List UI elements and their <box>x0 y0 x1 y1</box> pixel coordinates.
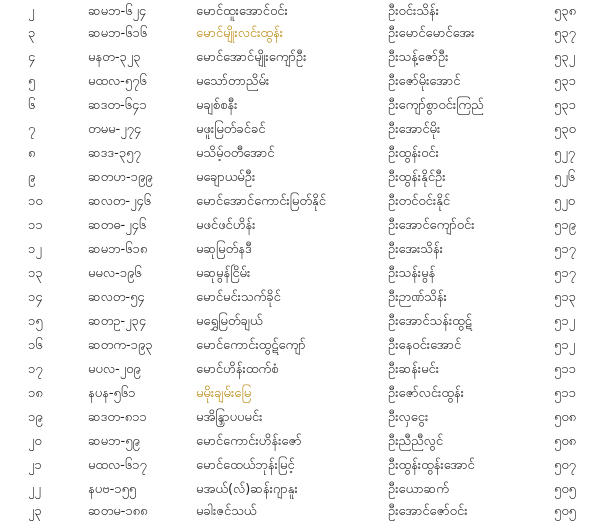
total-marks: ၅၃၁ <box>554 74 576 89</box>
registration-number: ဆတဟ-၁၉၉ <box>88 170 153 185</box>
table-row <box>0 311 615 333</box>
father-name: ဦးယောဆက် <box>388 482 449 497</box>
table-row <box>0 143 615 165</box>
row-number: ၁၆ <box>28 338 43 353</box>
table-row <box>0 47 615 69</box>
registration-number: ဆမဘ-၆၂၄ <box>88 4 147 19</box>
row-number: ၂၃ <box>28 504 42 519</box>
father-name: ဦးကျော်စွာဝင်းကြည် <box>388 98 484 113</box>
student-name: မဆုမြတ်နဒီ <box>196 242 252 257</box>
student-name: မောင်ကောင်းထွဋ်ကျော် <box>196 338 306 353</box>
total-marks: ၅၃၁ <box>554 98 576 113</box>
student-name: မချစ်စနီး <box>196 98 238 113</box>
row-number: ၂၂ <box>28 482 41 497</box>
student-name: မောင်မင်းသက်ခိုင် <box>196 290 281 305</box>
student-name: မောင်ထေယ်ဘုန်းမြင့် <box>196 458 295 473</box>
student-name: မောင်အောင်မျိုးကျော်ဦး <box>196 50 307 65</box>
table-row <box>0 383 615 405</box>
father-name: ဦးအောင်ဇော်ဝင်း <box>388 504 468 519</box>
student-name: မဆုမွန်ငြိမ်း <box>196 266 251 281</box>
student-name: မသော်တာညိမ်း <box>196 74 270 89</box>
registration-number: ဆမဘ-၆၁၈ <box>88 242 148 257</box>
student-name: မောင်ဟိန်းထက်စံ <box>196 362 279 377</box>
row-number: ၁၀ <box>28 194 43 209</box>
registration-number: ဆတဥ-၂၃၄ <box>88 314 147 329</box>
total-marks: ၅၁၂ <box>554 314 576 329</box>
registration-number: နပန-၅၆၁ <box>88 386 136 401</box>
row-number: ၁၉ <box>28 410 43 425</box>
registration-number: မပလ-၂၀၉ <box>88 362 141 377</box>
table-row <box>0 239 615 261</box>
student-name: မဖင်ဖင်ဟိန်း <box>196 218 256 233</box>
row-number: ၅ <box>28 74 36 89</box>
total-marks: ၅၀၅ <box>554 504 576 519</box>
registration-number: ဆလတ-၅၄ <box>88 290 145 305</box>
total-marks: ၅၁၃ <box>554 290 576 305</box>
father-name: ဦးဇော်မိုးအောင် <box>388 74 461 89</box>
table-row <box>0 479 615 501</box>
father-name: ဦးထွန်းထွန်းအောင် <box>388 458 475 473</box>
row-number: ၁၈ <box>28 386 43 401</box>
registration-number: မမလ-၁၉၆ <box>88 266 142 281</box>
father-name: ဦးသန်းမွန် <box>388 266 436 281</box>
table-row <box>0 167 615 189</box>
student-name: မဖူးမြတ်ခင်ခင် <box>196 122 266 137</box>
father-name: ဦးညီညီလွင် <box>388 434 444 449</box>
total-marks: ၅၀၇ <box>554 458 576 473</box>
row-number: ၂ <box>28 4 35 19</box>
student-name: မအိန္ဒြာပပမင်း <box>196 410 263 425</box>
row-number: ၁၁ <box>28 218 43 233</box>
father-name: ဦးဆန်းမင်း <box>388 362 440 377</box>
table-row <box>0 23 615 45</box>
total-marks: ၅၃၈ <box>554 4 577 19</box>
row-number: ၈ <box>28 146 36 161</box>
registration-number: မထလ-၅၇၆ <box>88 74 147 89</box>
table-row <box>0 501 615 523</box>
table-row <box>0 407 615 429</box>
table-row <box>0 191 615 213</box>
total-marks: ၅၁၁ <box>554 386 576 401</box>
row-number: ၁၄ <box>28 290 43 305</box>
student-name: မသိမ့်ဝတီအောင် <box>196 146 275 161</box>
row-number: ၁၇ <box>28 362 43 377</box>
father-name: ဦးမောင်မောင်အေး <box>388 26 475 41</box>
table-row <box>0 431 615 453</box>
row-number: ၄ <box>28 50 36 65</box>
table-row <box>0 455 615 477</box>
student-name: မောင်အောင်ကောင်းမြတ်နိုင် <box>196 194 326 209</box>
total-marks: ၅၁၇ <box>554 242 576 257</box>
registration-number: မထလ-၆၁၇ <box>88 458 147 473</box>
father-name: ဦးဉာဏ်သိန်း <box>388 290 447 305</box>
registration-number: ဆဒတ-၆၄၁ <box>88 98 147 113</box>
father-name: ဦးအေးသိန်း <box>388 242 443 257</box>
registration-number: ဆဒတ-၈၁၁ <box>88 410 147 425</box>
total-marks: ၅၃၀ <box>554 122 576 137</box>
row-number: ၁၃ <box>28 266 43 281</box>
total-marks: ၅၀၈ <box>554 434 577 449</box>
total-marks: ၅၁၉ <box>554 218 576 233</box>
row-number: ၁၅ <box>28 314 43 329</box>
total-marks: ၅၀၈ <box>554 410 577 425</box>
table-row <box>0 95 615 117</box>
registration-number: ဆတက-၁၉၃ <box>88 338 153 353</box>
row-number: ၂၁ <box>28 458 42 473</box>
student-name: မောင်မျိုးလင်းထွန်း <box>196 26 283 41</box>
registration-number: ဆတမ-၁၈၈ <box>88 504 148 519</box>
total-marks: ၅၁၂ <box>554 338 576 353</box>
registration-number: ဆမဘ-၆၁၆ <box>88 26 148 41</box>
total-marks: ၅၂၇ <box>554 146 576 161</box>
table-row <box>0 287 615 309</box>
total-marks: ၅၁၁ <box>554 362 576 377</box>
father-name: ဦးဇော်လင်းထွန်း <box>388 386 464 401</box>
registration-number: ဆမဘ-၅၉ <box>88 434 140 449</box>
father-name: ဦးအောင်သန်းထွဋ် <box>388 314 472 329</box>
student-name: မခါးဇင်သယ် <box>196 504 257 519</box>
table-row <box>0 215 615 237</box>
row-number: ၉ <box>28 170 36 185</box>
row-number: ၇ <box>28 122 36 137</box>
registration-number: တမမ-၂၇၄ <box>88 122 142 137</box>
father-name: ဦးနေဝင်းအောင် <box>388 338 462 353</box>
student-name: မောင်ကောင်းဟိန်းဇော် <box>196 434 302 449</box>
total-marks: ၅၃၂ <box>554 50 576 65</box>
father-name: ဦးအောင်ကျော်ဝင်း <box>388 218 475 233</box>
father-name: ဦးထွန်းဝင်း <box>388 146 439 161</box>
father-name: ဦးထွန်းနိုင်ဦး <box>388 170 446 185</box>
father-name: ဦးအောင်မိုး <box>388 122 441 137</box>
registration-number: မနတ-၃၂၃ <box>88 50 141 65</box>
student-name: မရွှေမြတ်ချယ် <box>196 314 263 329</box>
father-name: ဦးလှငွေး <box>388 410 429 425</box>
registration-number: ဆတဓ-၂၄၆ <box>88 218 147 233</box>
row-number: ၃ <box>28 26 36 41</box>
registration-number: နပဗ-၁၅၅ <box>88 482 137 497</box>
total-marks: ၅၀၅ <box>554 482 576 497</box>
registration-number: ဆလတ-၂၄၆ <box>88 194 152 209</box>
student-name: မောင်ထူးအောင်ဝင်း <box>196 4 288 19</box>
total-marks: ၅၂၀ <box>554 194 576 209</box>
father-name: ဦးဝင်းသိန်း <box>388 4 439 19</box>
student-name: မမိုးချမ်းမြေ <box>196 386 252 401</box>
total-marks: ၅၃၇ <box>554 26 576 41</box>
row-number: ၆ <box>28 98 36 113</box>
total-marks: ၅၂၆ <box>554 170 576 185</box>
table-row <box>0 263 615 285</box>
table-row <box>0 1 615 23</box>
row-number: ၁၂ <box>28 242 42 257</box>
father-name: ဦးတင်ဝင်းနိုင် <box>388 194 451 209</box>
table-row <box>0 359 615 381</box>
table-row <box>0 335 615 357</box>
table-row <box>0 119 615 141</box>
father-name: ဦးသန့်ဇော်ဦး <box>388 50 449 65</box>
table-row <box>0 71 615 93</box>
registration-number: ဆဒဒ-၃၅၇ <box>88 146 141 161</box>
student-name: မအယ်(လ်)ဆန်းဂျာနူး <box>196 482 298 497</box>
total-marks: ၅၁၇ <box>554 266 576 281</box>
row-number: ၂၀ <box>28 434 42 449</box>
student-name: မချောယမ်ဦး <box>196 170 256 185</box>
